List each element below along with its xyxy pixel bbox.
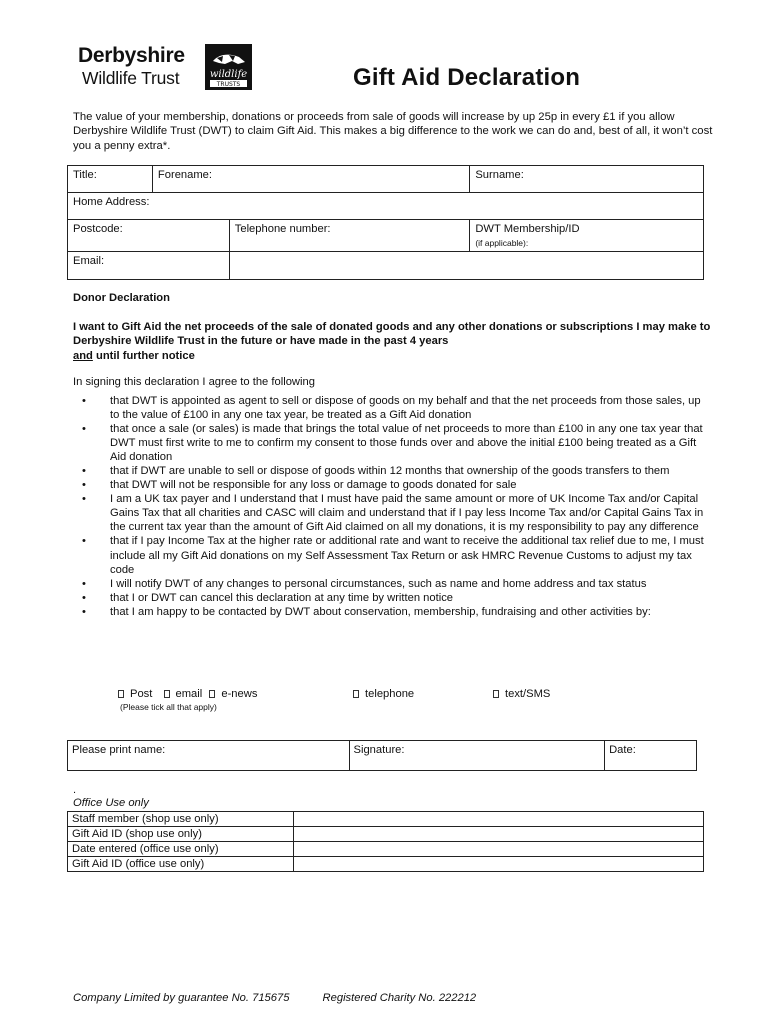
agreement-item: • that once a sale (or sales) is made that brings the total value of net proceeds to more than £100 in any one tax year that DWT must first write to me to confirm my consent to those funds over and above the initial £100 being treated as a Gift Aid donation (82, 422, 707, 464)
title-label: Title: (73, 169, 97, 181)
textsms-label: text/SMS (505, 688, 551, 700)
agreement-item: • I will notify DWT of any changes to personal circumstances, such as name and home address and tax status (82, 577, 707, 591)
email-checkbox[interactable] (164, 690, 170, 698)
signature-label: Signature: (353, 744, 405, 756)
email-option-label: email (175, 688, 203, 700)
office-row-label: Staff member (shop use only) (68, 812, 294, 827)
contact-option-post-email (118, 688, 257, 700)
date-label: Date: (609, 744, 636, 756)
badger-logo-icon (205, 44, 252, 90)
donor-declaration-heading: Donor Declaration (73, 292, 170, 304)
textsms-checkbox[interactable] (493, 690, 499, 698)
office-use-heading: Office Use only (73, 797, 149, 809)
telephone-field[interactable] (229, 220, 470, 252)
date-field[interactable] (605, 741, 697, 771)
agreement-item: • that DWT will not be responsible for any loss or damage to goods donated for sale (82, 478, 707, 492)
office-row-label: Date entered (office use only) (68, 842, 294, 857)
home-address-label: Home Address: (73, 196, 150, 208)
intro-paragraph: The value of your membership, donations or proceeds from sale of goods will increase by up 25p in every £1 if you allow Derbyshire Wildlife Trust (DWT) to claim Gift Aid. This makes a big difference to the work we can do and, best of all, it won’t cost you a penny extra*. (73, 111, 713, 152)
table-row (68, 857, 704, 872)
email-label: Email: (73, 255, 105, 267)
stray-dot: . (73, 784, 77, 796)
charity-number: Registered Charity No. 222212 (322, 992, 477, 1004)
agreement-item: • that DWT is appointed as agent to sell or dispose of goods on my behalf and that the net proceeds from those sales, up to the value of £100 in any one tax year, be treated as a Gift Aid donation (82, 394, 707, 422)
print-name-field[interactable] (68, 741, 350, 771)
agreement-item: • that I or DWT can cancel this declaration at any time by written notice (82, 591, 707, 605)
page-title: Gift Aid Declaration (353, 64, 581, 91)
office-row-value[interactable] (293, 827, 703, 842)
table-row (68, 827, 704, 842)
office-row-value[interactable] (293, 842, 703, 857)
office-row-value[interactable] (293, 812, 703, 827)
donor-declaration-statement (73, 320, 713, 363)
email-field[interactable] (68, 252, 230, 280)
postcode-field[interactable] (68, 220, 230, 252)
surname-field[interactable] (470, 166, 704, 193)
donor-statement-end: until further notice (92, 349, 195, 362)
agreement-list (82, 394, 707, 619)
agreement-intro: In signing this declaration I agree to the following (73, 376, 315, 388)
footer (73, 992, 476, 1004)
donor-details-table (67, 165, 704, 280)
contact-option-telephone (353, 688, 414, 700)
table-row (68, 812, 704, 827)
membership-id-label: DWT Membership/ID (475, 223, 580, 235)
membership-id-note: (if applicable): (475, 238, 529, 248)
signature-table (67, 740, 697, 771)
dwt-logo (78, 44, 258, 92)
postcode-label: Postcode: (73, 223, 123, 235)
enews-checkbox[interactable] (209, 690, 215, 698)
home-address-field[interactable] (68, 193, 704, 220)
print-name-label: Please print name: (72, 744, 166, 756)
email-input-area[interactable] (229, 252, 703, 280)
donor-statement-and: and (73, 349, 93, 362)
agreement-item: • that if DWT are unable to sell or dispose of goods within 12 months that ownership of the goods transfers to them (82, 464, 707, 478)
telephone-label: Telephone number: (234, 223, 331, 235)
logo-text-derbyshire: Derbyshire (78, 44, 185, 67)
surname-label: Surname: (475, 169, 524, 181)
tick-all-note: (Please tick all that apply) (120, 702, 217, 712)
forename-field[interactable] (152, 166, 469, 193)
office-row-label: Gift Aid ID (office use only) (68, 857, 294, 872)
svg-text:wildlife: wildlife (209, 69, 248, 80)
svg-text:TRUSTS: TRUSTS (216, 81, 241, 88)
post-checkbox[interactable] (118, 690, 124, 698)
forename-label: Forename: (157, 169, 213, 181)
membership-id-field[interactable] (470, 220, 704, 252)
logo-text-wildlife-trust: Wildlife Trust (82, 68, 180, 88)
agreement-item: • that I am happy to be contacted by DWT about conservation, membership, fundraising and other activities by: (82, 605, 707, 619)
signature-field[interactable] (349, 741, 605, 771)
agreement-item: • I am a UK tax payer and I understand that I must have paid the same amount or more of UK Income Tax and/or Capital Gains Tax that all charities and CASC will claim and understand that if I pay less Income Tax and/or Capital Gains Tax in the current tax year than the amount of Gift Aid claimed on all my donations, it is my responsibility to pay any difference (82, 492, 707, 534)
enews-label: e-news (221, 688, 258, 700)
title-field[interactable] (68, 166, 153, 193)
telephone-checkbox[interactable] (353, 690, 359, 698)
post-label: Post (130, 688, 153, 700)
telephone-option-label: telephone (365, 688, 415, 700)
table-row (68, 842, 704, 857)
office-row-label: Gift Aid ID (shop use only) (68, 827, 294, 842)
office-row-value[interactable] (293, 857, 703, 872)
agreement-item: • that if I pay Income Tax at the higher rate or additional rate and want to receive the additional tax relief due to me, I must include all my Gift Aid donations on my Self Assessment Tax Return or ask HMRC Revenue Customs to adjust my tax code (82, 534, 707, 576)
office-use-table (67, 811, 704, 872)
donor-statement-main: I want to Gift Aid the net proceeds of the sale of donated goods and any other donations or subscriptions I may make to Derbyshire Wildlife Trust in the future or have made in the past 4 years (73, 321, 711, 348)
contact-options (118, 688, 638, 716)
company-number: Company Limited by guarantee No. 715675 (73, 992, 290, 1004)
contact-option-textsms (493, 688, 550, 700)
